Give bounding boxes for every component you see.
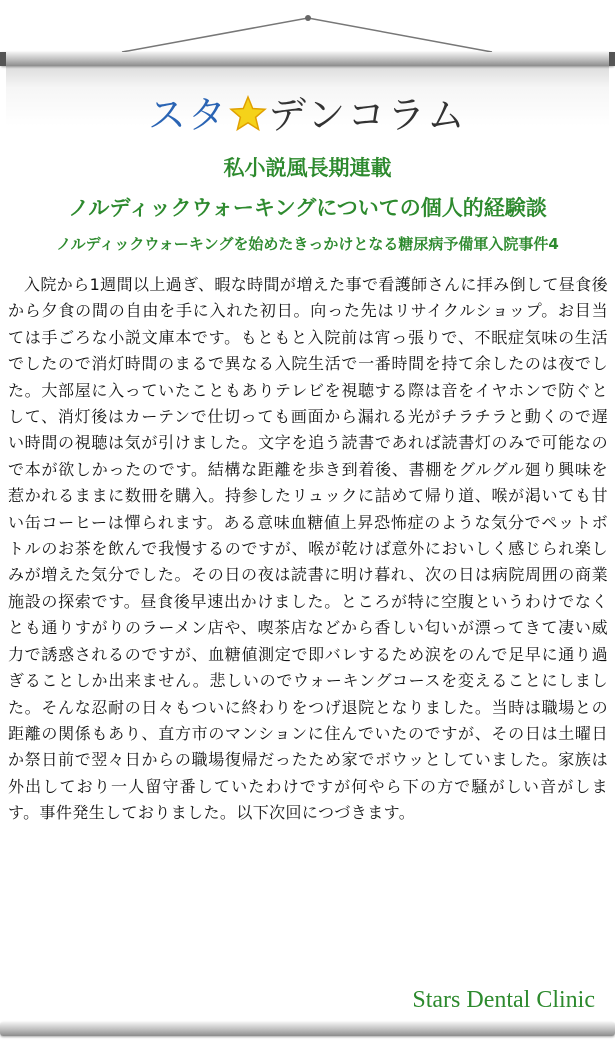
bottom-hanging-rod [0, 1022, 615, 1036]
logo-text-part1: スタ [148, 93, 229, 137]
star-icon [228, 94, 268, 134]
article-body: 入院から1週間以上過ぎ、暇な時間が増えた事で看護師さんに拝み倒して昼食後から夕食の間の自由を手に入れた初日。向った先はリサイクルショップ。お目当ては手ごろな小説文庫本です。もともと入院前は宵っ張りで、不眠症気味の生活でしたので消灯時間のまるで異なる入院生活で一番時間を持て余したのは夜でした。大部屋に入っていたこともありテレビを視聴する際は音をイヤホンで防ぐとして、消灯後はカーテンで仕切っても画面から漏れる光がチラチラと動くので遅い時間の視聴は気が引けました。文字を追う読書であれば読書灯のみで可能なので本が欲しかったのです。結構な距離を歩き到着後、書棚をグルグル廻り興味を惹かれるままに数冊を購入。持参したリュックに詰めて帰り道、喉が渇いても甘い缶コーヒーは憚られます。ある意味血糖値上昇恐怖症のような気分でペットボトルのお茶を飲んで我慢するのですが、喉が乾けば意外においしく感じられ楽しみが増えた気分でした。その日の夜は読書に明け暮れ、次の日は病院周囲の商業施設の探索です。昼食後早速出かけました。ところが特に空腹というわけでなくとも通りすがりのラーメン店や、喫茶店などから香しい匂いが漂ってきて凄い威力で誘惑されるのですが、血糖値測定で即バレするため涙をのんで足早に通り過ぎることしか出来ません。悲しいのでウォーキングコースを変えることにしました。そんな忍耐の日々もついに終わりをつげ退院となりました。当時は職場との距離の関係もあり、直方市のマンションに住んでいたのですが、その日は土曜日か祭日前で翌々日からの職場復帰だったため家でボウッとしていました。家族は外出しており一人留守番していたわけですが何やら下の方で騒がしい音がします。事件発生しておりました。以下次回につづきます。 [8, 275, 608, 823]
article-subtitle: ノルディックウォーキングを始めたきっかけとなる糖尿病予備軍入院事件4 [56, 235, 559, 253]
article-title: ノルディックウォーキングについての個人的経験談 [68, 196, 547, 220]
top-hanging-rod [0, 52, 615, 66]
logo-text-part2: デンコラム [268, 93, 467, 137]
column-logo [0, 84, 615, 144]
rod-cap-right [609, 52, 615, 66]
rod-cap-left [0, 52, 6, 66]
series-title: 私小説風長期連載 [223, 156, 392, 180]
clinic-signature: Stars Dental Clinic [412, 987, 595, 1013]
